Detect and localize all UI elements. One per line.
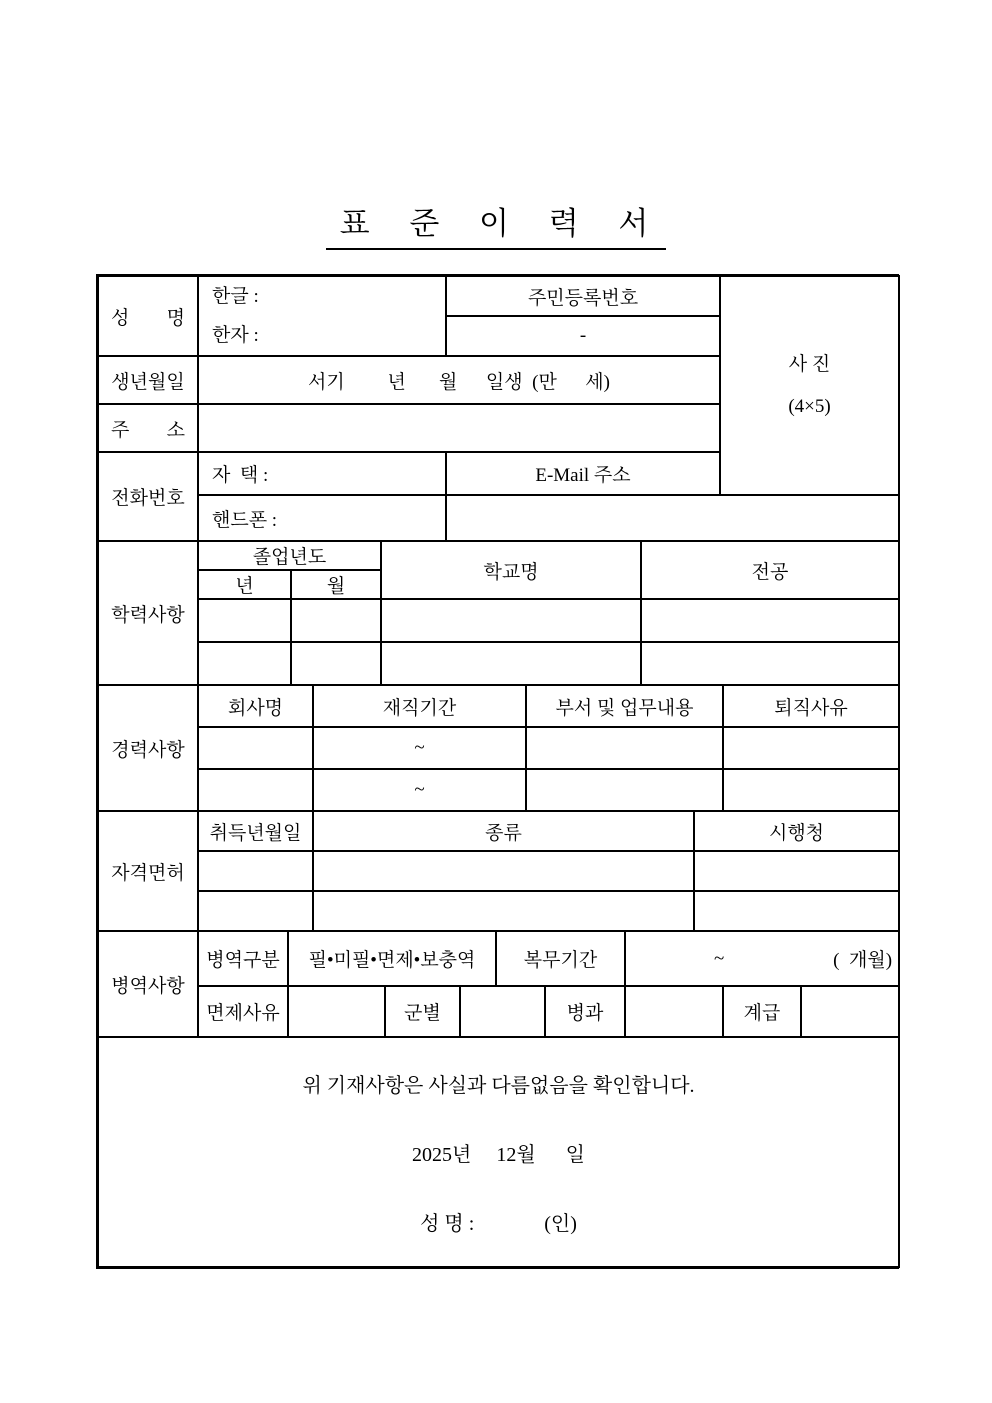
acquisition-date-header: 취득년월일 <box>198 811 313 851</box>
military-category-label: 병역구분 <box>198 931 288 986</box>
school-name-header: 학교명 <box>381 541 641 599</box>
military-category-options: 필•미필•면제•보충역 <box>288 931 496 986</box>
confirmation-cell <box>98 1037 899 1267</box>
career-table <box>97 684 900 812</box>
date-line: 2025년 12월 일 <box>412 1143 585 1166</box>
photo-label: 사 진 <box>788 353 831 375</box>
home-phone-cell: 자 택 : <box>198 452 446 495</box>
empty-cell <box>198 727 313 769</box>
photo-size-label: (4×5) <box>788 395 831 417</box>
photo-label-gap <box>721 380 898 392</box>
empty-cell <box>460 986 545 1037</box>
empty-cell <box>291 599 381 642</box>
military-table <box>97 930 900 1038</box>
address-label: 주 소 <box>98 404 198 452</box>
branch-label: 군별 <box>385 986 460 1037</box>
birth-label: 생년월일 <box>98 356 198 404</box>
education-section-label: 학력사항 <box>98 541 198 685</box>
page-title-wrap <box>0 198 992 250</box>
empty-cell <box>198 769 313 811</box>
license-row <box>98 891 899 931</box>
military-section-label: 병역사항 <box>98 931 198 1037</box>
month-header: 월 <box>291 570 381 599</box>
resignation-reason-header: 퇴직사유 <box>723 685 899 727</box>
empty-cell <box>801 986 899 1037</box>
empty-cell <box>198 642 291 685</box>
issuing-authority-header: 시행청 <box>694 811 899 851</box>
empty-cell <box>723 727 899 769</box>
grad-year-header: 졸업년도 <box>198 541 381 570</box>
mobile-phone-cell: 핸드폰 : <box>198 495 446 541</box>
rrn-value-cell: - <box>446 316 720 356</box>
period-tilde-cell: ~ <box>313 727 526 769</box>
email-header: E-Mail 주소 <box>446 452 720 495</box>
empty-cell <box>625 986 723 1037</box>
career-row <box>98 727 899 769</box>
period-tilde-cell: ~ <box>313 769 526 811</box>
signature-line: 성 명 : (인) <box>420 1212 577 1235</box>
career-section-label: 경력사항 <box>98 685 198 811</box>
major-header: 전공 <box>641 541 899 599</box>
license-table <box>97 810 900 932</box>
rank-label: 계급 <box>723 986 801 1037</box>
name-input-cell <box>198 276 446 356</box>
education-table <box>97 540 900 686</box>
license-section-label: 자격면허 <box>98 811 198 931</box>
empty-cell <box>313 891 694 931</box>
department-duty-header: 부서 및 업무내용 <box>526 685 723 727</box>
name-hangul-label: 한글 : <box>212 286 259 307</box>
empty-cell <box>198 599 291 642</box>
empty-cell <box>291 642 381 685</box>
license-row <box>98 851 899 891</box>
empty-cell <box>723 769 899 811</box>
resume-form <box>97 275 898 1268</box>
education-row <box>98 642 899 685</box>
license-type-header: 종류 <box>313 811 694 851</box>
rrn-header: 주민등록번호 <box>446 276 720 316</box>
career-row <box>98 769 899 811</box>
exemption-reason-label: 면제사유 <box>198 986 288 1037</box>
empty-cell <box>381 642 641 685</box>
empty-cell <box>198 851 313 891</box>
personal-info-table <box>97 275 900 542</box>
photo-box <box>720 276 899 495</box>
page-title: 표 준 이 력 서 <box>326 198 667 250</box>
year-header: 년 <box>198 570 291 599</box>
name-label: 성 명 <box>98 276 198 356</box>
education-row <box>98 599 899 642</box>
confirmation-table <box>97 1036 900 1268</box>
empty-cell <box>641 599 899 642</box>
empty-cell <box>313 851 694 891</box>
name-hanja-label: 한자 : <box>212 325 259 346</box>
empty-cell <box>694 891 899 931</box>
empty-cell <box>694 851 899 891</box>
address-input-cell <box>198 404 720 452</box>
service-period-months: ( 개월) <box>833 950 893 971</box>
confirmation-statement: 위 기재사항은 사실과 다름없음을 확인합니다. <box>302 1074 695 1097</box>
empty-cell <box>288 986 385 1037</box>
service-period-tilde: ~ <box>714 947 725 969</box>
service-period-label: 복무기간 <box>496 931 625 986</box>
service-period-cell <box>625 931 899 986</box>
specialty-label: 병과 <box>545 986 625 1037</box>
company-header: 회사명 <box>198 685 313 727</box>
birth-value-cell: 서기 년 월 일생 (만 세) <box>198 356 720 404</box>
empty-cell <box>526 769 723 811</box>
employment-period-header: 재직기간 <box>313 685 526 727</box>
empty-cell <box>381 599 641 642</box>
phone-label: 전화번호 <box>98 452 198 541</box>
empty-cell <box>198 891 313 931</box>
mobile-phone-input-cell <box>446 495 899 541</box>
empty-cell <box>641 642 899 685</box>
empty-cell <box>526 727 723 769</box>
